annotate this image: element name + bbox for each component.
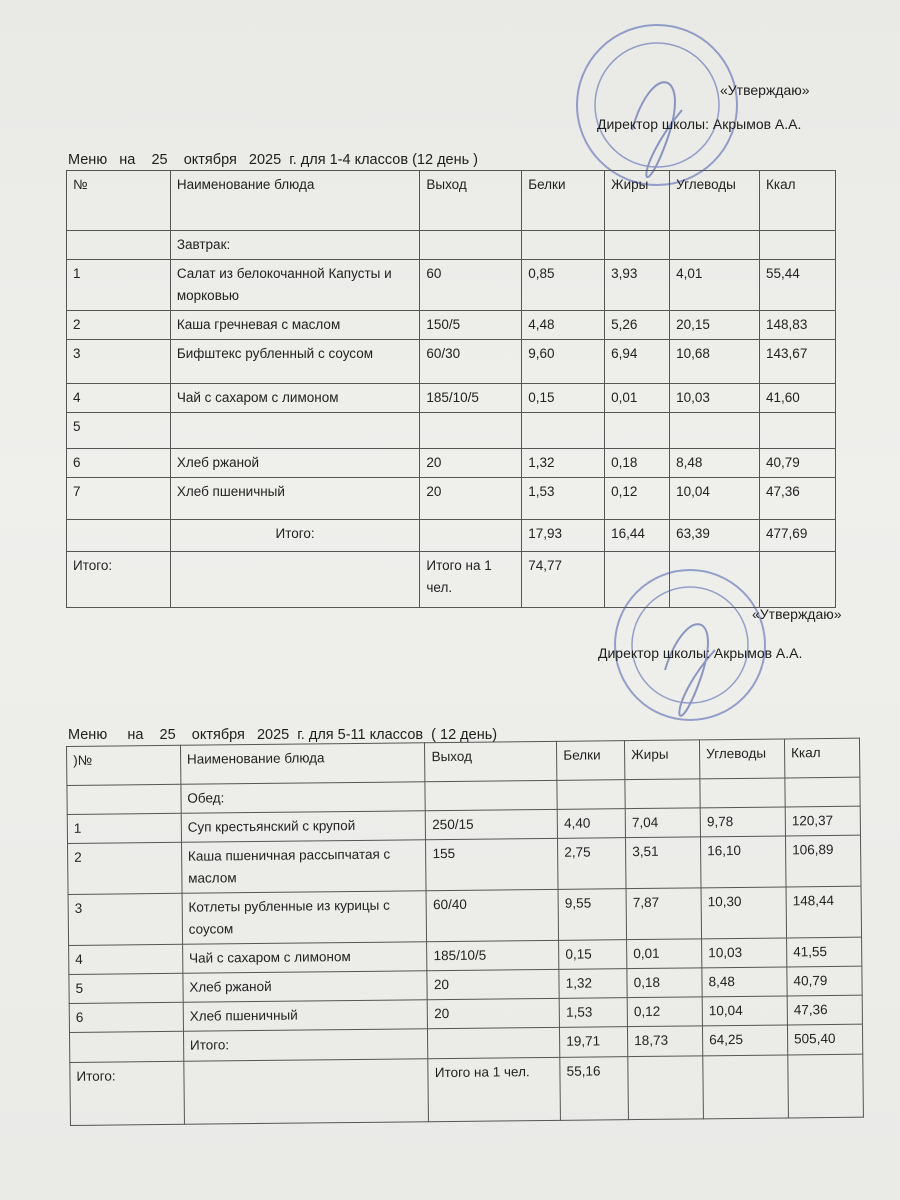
cell: 148,83 — [760, 311, 836, 340]
cell: 1 — [67, 260, 171, 311]
cell — [184, 1059, 429, 1125]
cell: 20 — [428, 998, 560, 1028]
per-person-row — [67, 552, 836, 608]
cell: 55,44 — [760, 260, 836, 311]
cell: 9,78 — [700, 807, 785, 837]
cell: Котлеты рубленные из курицы с соусом — [182, 891, 427, 945]
cell: 0,12 — [627, 997, 702, 1027]
cell — [425, 780, 557, 810]
cell: 3 — [68, 893, 182, 945]
cell: Хлеб ржаной — [170, 449, 420, 478]
column-header: Ккал — [784, 738, 859, 778]
cell — [788, 1054, 864, 1118]
cell — [67, 520, 171, 552]
table-row — [67, 311, 836, 340]
cell — [760, 413, 836, 449]
column-header: Белки — [522, 171, 605, 231]
cell: 40,79 — [787, 966, 862, 996]
total-value: 16,44 — [605, 520, 670, 552]
cell: 10,03 — [702, 938, 787, 968]
column-header: Жиры — [605, 171, 670, 231]
cell: 0,85 — [522, 260, 605, 311]
cell: 0,18 — [605, 449, 670, 478]
table-row — [67, 413, 836, 449]
director-signature-line-2: Директор школы: Акрымов А.А. — [598, 645, 803, 661]
cell: 10,04 — [670, 478, 760, 520]
cell — [760, 231, 836, 260]
cell: 120,37 — [785, 806, 860, 836]
column-header: )№ — [67, 745, 181, 785]
cell: 3,93 — [605, 260, 670, 311]
cell — [605, 413, 670, 449]
column-header: Углеводы — [670, 171, 760, 231]
cell: 143,67 — [760, 340, 836, 384]
cell: 4 — [69, 944, 183, 974]
cell: Хлеб пшеничный — [170, 478, 420, 520]
cell: 4,01 — [670, 260, 760, 311]
cell: Суп крестьянский с крупой — [181, 811, 426, 843]
cell: 40,79 — [760, 449, 836, 478]
table-row — [67, 260, 836, 311]
cell: 5 — [69, 973, 183, 1003]
cell — [170, 413, 420, 449]
cell — [785, 777, 860, 807]
column-header: Углеводы — [700, 739, 785, 779]
cell: 1 — [67, 813, 181, 843]
cell: 4 — [67, 384, 171, 413]
cell: 7,87 — [626, 888, 701, 940]
cell: 150/5 — [420, 311, 522, 340]
cell: 0,01 — [627, 939, 702, 969]
cell: 20 — [420, 449, 522, 478]
cell: 1,32 — [522, 449, 605, 478]
cell: 9,60 — [522, 340, 605, 384]
cell: Каша гречневая с маслом — [170, 311, 420, 340]
per-person-sublabel: Итого на 1 чел. — [420, 552, 522, 608]
cell: 10,68 — [670, 340, 760, 384]
column-header: Выход — [420, 171, 522, 231]
cell: 20 — [420, 478, 522, 520]
cell: 20,15 — [670, 311, 760, 340]
cell — [700, 778, 785, 808]
cell — [670, 413, 760, 449]
cell: 6 — [69, 1002, 183, 1032]
cell: 8,48 — [702, 967, 787, 997]
column-header: Жиры — [625, 740, 700, 780]
column-header: Наименование блюда — [170, 171, 420, 231]
cell: Салат из белокочанной Капусты и морковью — [170, 260, 420, 311]
cell — [420, 231, 522, 260]
column-header: Белки — [557, 741, 625, 781]
menu-table-5-11 — [66, 738, 864, 1126]
cell: 0,18 — [627, 968, 702, 998]
total-value: 477,69 — [760, 520, 836, 552]
cell: 1,53 — [559, 998, 627, 1028]
cell: 10,04 — [702, 996, 787, 1026]
total-row — [67, 520, 836, 552]
cell: 60/40 — [426, 889, 558, 941]
cell — [670, 552, 760, 608]
column-header: Ккал — [760, 171, 836, 231]
cell: 0,15 — [522, 384, 605, 413]
cell: 1,53 — [522, 478, 605, 520]
cell: 0,15 — [559, 940, 627, 970]
table-row — [67, 449, 836, 478]
cell: 1,32 — [559, 969, 627, 999]
cell — [420, 413, 522, 449]
cell — [628, 1056, 704, 1120]
cell: Хлеб пшеничный — [183, 1000, 428, 1032]
cell: 155 — [426, 838, 558, 890]
cell: 0,12 — [605, 478, 670, 520]
cell — [522, 231, 605, 260]
cell — [522, 413, 605, 449]
cell — [760, 552, 836, 608]
table-row — [67, 340, 836, 384]
header-row — [67, 171, 836, 231]
cell: Чай с сахаром с лимоном — [182, 942, 427, 974]
cell: 9,55 — [558, 889, 626, 941]
cell — [670, 231, 760, 260]
cell — [605, 231, 670, 260]
cell — [625, 779, 700, 809]
column-header: Выход — [425, 741, 557, 781]
cell: 8,48 — [670, 449, 760, 478]
cell: 185/10/5 — [427, 940, 559, 970]
cell: 6,94 — [605, 340, 670, 384]
per-person-label: Итого: — [67, 552, 171, 608]
cell — [420, 520, 522, 552]
total-value: 19,71 — [560, 1027, 628, 1058]
cell: 41,55 — [787, 937, 862, 967]
cell: 10,30 — [701, 887, 786, 939]
menu-title-5-11: Меню на 25 октября 2025 г. для 5-11 классов ( 12 день) — [68, 727, 498, 743]
cell: 60/30 — [420, 340, 522, 384]
cell: 4,40 — [557, 809, 625, 839]
school-stamp-top — [572, 20, 742, 190]
section-label: Обед: — [181, 782, 426, 814]
director-signature-line: Директор школы: Акрымов А.А. — [597, 116, 802, 132]
cell: 2,75 — [558, 838, 626, 890]
total-value: 17,93 — [522, 520, 605, 552]
cell: 250/15 — [426, 809, 558, 839]
cell: 5,26 — [605, 311, 670, 340]
cell: 3,51 — [626, 837, 701, 889]
total-label: Итого: — [170, 520, 420, 552]
cell: 6 — [67, 449, 171, 478]
per-person-label: Итого: — [70, 1061, 184, 1125]
approval-label-2: «Утверждаю» — [752, 606, 842, 622]
cell: 7 — [67, 478, 171, 520]
total-value: 18,73 — [628, 1026, 703, 1057]
table-row — [68, 886, 861, 945]
cell — [170, 552, 420, 608]
menu-title-1-4: Меню на 25 октября 2025 г. для 1-4 классов (12 день ) — [68, 152, 479, 168]
cell: Хлеб ржаной — [183, 971, 428, 1003]
cell: 4,48 — [522, 311, 605, 340]
column-header: Наименование блюда — [180, 743, 425, 785]
cell: 5 — [67, 413, 171, 449]
cell: 47,36 — [760, 478, 836, 520]
total-value: 505,40 — [787, 1024, 862, 1055]
cell: Бифштекс рубленный с соусом — [170, 340, 420, 384]
total-value: 64,25 — [703, 1025, 788, 1056]
table-row — [67, 478, 836, 520]
cell: 2 — [67, 311, 171, 340]
cell — [605, 552, 670, 608]
menu-table-1-4 — [66, 170, 836, 608]
cell: 185/10/5 — [420, 384, 522, 413]
per-person-value: 55,16 — [560, 1057, 629, 1121]
cell: 10,03 — [670, 384, 760, 413]
per-person-value: 74,77 — [522, 552, 605, 608]
cell: 148,44 — [786, 886, 862, 938]
cell: 7,04 — [625, 808, 700, 838]
cell — [67, 784, 181, 814]
per-person-sublabel: Итого на 1 чел. — [428, 1057, 560, 1121]
approval-label: «Утверждаю» — [720, 82, 810, 98]
cell: 106,89 — [785, 835, 861, 887]
column-header: № — [67, 171, 171, 231]
cell: 20 — [427, 969, 559, 999]
section-label: Завтрак: — [170, 231, 420, 260]
cell — [70, 1031, 184, 1062]
section-row — [67, 231, 836, 260]
per-person-row — [70, 1054, 864, 1125]
cell: 0,01 — [605, 384, 670, 413]
cell — [67, 231, 171, 260]
cell: 3 — [67, 340, 171, 384]
total-value: 63,39 — [670, 520, 760, 552]
table-row — [68, 835, 861, 894]
cell — [703, 1055, 789, 1119]
cell — [557, 780, 625, 810]
cell: 47,36 — [787, 995, 862, 1025]
cell: 2 — [68, 842, 182, 894]
cell: 16,10 — [701, 836, 786, 888]
table-row — [67, 384, 836, 413]
total-label: Итого: — [183, 1029, 428, 1062]
cell: Каша пшеничная рассыпчатая с маслом — [181, 840, 426, 894]
cell: Чай с сахаром с лимоном — [170, 384, 420, 413]
cell: 41,60 — [760, 384, 836, 413]
cell: 60 — [420, 260, 522, 311]
cell — [428, 1027, 560, 1058]
